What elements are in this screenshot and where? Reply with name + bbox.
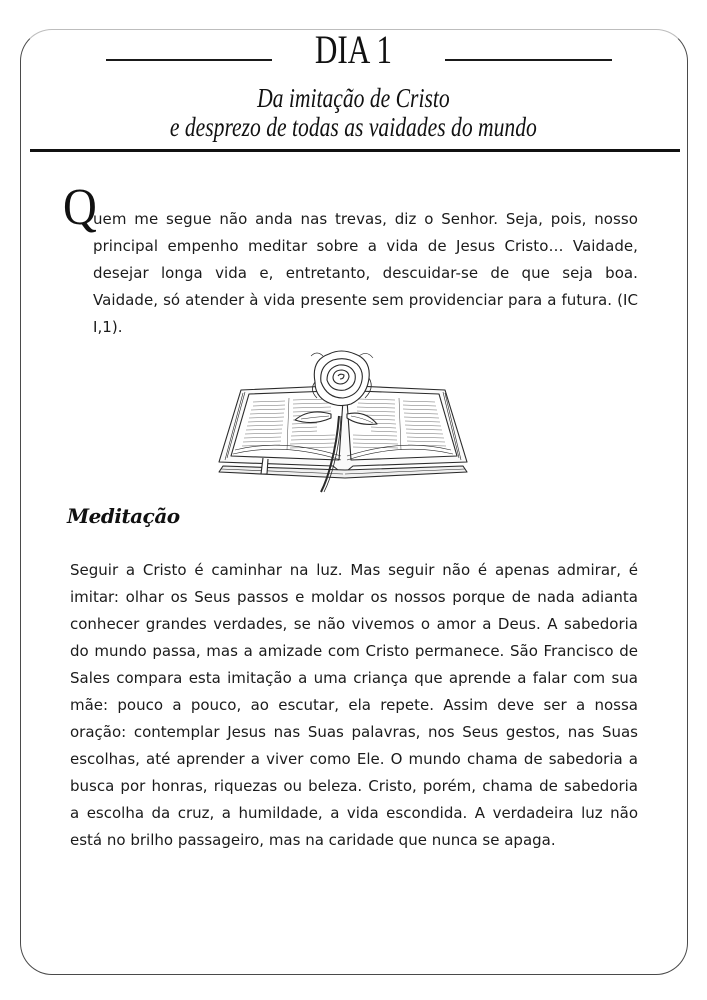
drop-cap-letter: Q	[63, 179, 97, 236]
subtitle-line-2-text: e desprezo de todas as vaidades do mundo	[170, 112, 537, 142]
header-divider	[30, 149, 680, 152]
subtitle-line-1	[0, 84, 707, 112]
page-title-text: DIA 1	[314, 27, 393, 72]
meditation-heading: Meditação	[67, 504, 180, 528]
meditation-paragraph: Seguir a Cristo é caminhar na luz. Mas seguir não é apenas admirar, é imitar: olhar os Seus passos e moldar os nossos porque de nada adianta conhecer grandes verdades, se não vivemos o amor a Deus. A sabedoria do mundo passa, mas a amizade com Cristo permanece. São Francisco de Sales compara esta imitação a uma criança que aprende a falar com sua mãe: pouco a pouco, ao escutar, ela repete. Assim deve ser a nossa oração: contemplar Jesus nas Suas palavras, nos Seus gestos, nas Suas escolhas, até aprender a viver como Ele. O mundo chama de sabedoria a busca por honras, riquezas ou beleza. Cristo, porém, chama de sabedoria a escolha da cruz, a humildade, a vida escondida. A verdadeira luz não está no brilho passageiro, mas na caridade que nunca se apaga.	[70, 561, 638, 849]
subtitle-line-2	[0, 113, 707, 141]
open-book-with-rose-icon	[213, 346, 473, 496]
page-title	[0, 26, 707, 74]
subtitle-line-1-text: Da imitação de Cristo	[257, 83, 450, 113]
quote-paragraph: uem me segue não anda nas trevas, diz o Senhor. Seja, pois, nosso principal empenho meditar sobre a vida de Jesus Cristo… Vaidade, desejar longa vida e, entretanto, descuidar-se de que seja boa. Vaidade, só atender à vida presente sem providenciar para a futura. (IC I,1).	[93, 210, 638, 336]
